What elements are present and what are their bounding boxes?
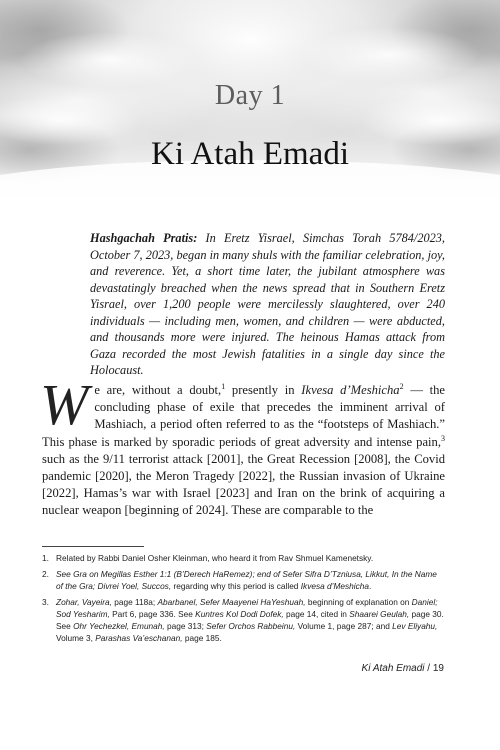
footnote-term: Ikvesa d’Meshicha (300, 581, 369, 591)
footnote-text: . (369, 581, 372, 591)
footnote-source: Zohar, Vayeira, (56, 597, 112, 607)
footnote-source: Shaarei Geulah, (349, 609, 410, 619)
body-text-2: presently in (225, 383, 302, 397)
running-footer (362, 663, 444, 674)
footnote-source: See Gra on Megillas Esther 1:1 (B’Derech HaRemez); end of Sefer Sifra D’Tzniusa, Likkut, In the Name of the Gra; Divrei Yoel, Succos, (56, 569, 437, 591)
page-number: 19 (432, 663, 444, 674)
footnote-ref-2: 2 (399, 382, 404, 391)
footnote-1 (42, 552, 445, 564)
footnote-source: Ohr Yechezkel, Emunah, (73, 621, 165, 631)
footnote-text: beginning of explanation on (305, 597, 412, 607)
body-text-4: such as the 9/11 terrorist attack [2001], the Great Recession [2008], the Covid pandemic [2020], the Meron Tragedy [2022], the Russian invasion of Ukraine [2022], Hamas’s war with Israel [2023] and Iran on the brink of acquiring a nuclear weapon [beginning of 2024]. These are comparable to the (42, 451, 445, 518)
footnote-text: page 185. (182, 633, 222, 643)
footnote-text: page 313; (164, 621, 207, 631)
footnote-ref-1: 1 (221, 382, 226, 391)
footnote-number: 2. (42, 569, 49, 579)
footnote-text: page 30. See (56, 609, 444, 631)
header-sky-banner (0, 0, 500, 215)
footnote-text: regarding why this period is called (171, 581, 301, 591)
day-label: Day 1 (214, 80, 286, 111)
footnote-text: page 118a; (111, 597, 158, 607)
footnote-source: Daniel; Sod Yesharim, (56, 597, 438, 619)
footnotes (42, 552, 445, 648)
footnote-source: Parashas Va’eschanan, (95, 633, 183, 643)
footnote-2 (42, 568, 445, 592)
body-text-1: e are, without a doubt, (94, 383, 222, 397)
footnote-source: Lev Eliyahu, (392, 621, 438, 631)
body-text-3: — the concluding phase of exile that precedes the imminent arrival of Mashiach, a period often referred to as the “footsteps of Mashiach.” This phase is marked by sporadic periods of great adversity and intense pain, (42, 383, 446, 449)
footnote-text: Volume 3, (56, 633, 96, 643)
chapter-title: Ki Atah Emadi (151, 136, 349, 172)
drop-cap: W (40, 372, 89, 437)
intro-text: In Eretz Yisrael, Simchas Torah 5784/2023, October 7, 2023, began in many shuls with the familiar celebration, joy, and reverence. Yet, a short time later, the jubilant atmosphere was devastatingly breached when the news spread that in Southern Eretz Yisrael, over 1,200 people were mercilessly slaughtered, over 240 individuals — including men, women, and children — were abducted, and thousands more were injured. The heinous Hamas attack from Gaza recorded the most Jewish fatalities in a single day since the Holocaust. (90, 231, 446, 377)
footnote-text: Related by Rabbi Daniel Osher Kleinman, who heard it from Rav Shmuel Kamenetsky. (56, 553, 374, 563)
footnote-text: page 14, cited in (283, 609, 350, 619)
footnote-source: Sefer Orchos Rabbeinu, (206, 621, 296, 631)
footnote-source: Kuntres Kol Dodi Dofek, (195, 609, 284, 619)
body-paragraph (40, 372, 446, 520)
footnote-text: Volume 1, page 287; and (295, 621, 393, 631)
intro-lead: Hashgachah Pratis: (90, 231, 198, 245)
footnote-source: Abarbanel, Sefer Maayenei HaYeshuah, (157, 597, 306, 607)
running-footer-separator: / (424, 663, 433, 674)
footnote-ref-3: 3 (441, 433, 445, 443)
intro-paragraph (90, 230, 445, 379)
footnote-3 (42, 596, 445, 644)
footnote-text: Part 6, page 336. See (109, 609, 196, 619)
body-italic-term: Ikvesa d’Meshicha (301, 383, 400, 397)
footnote-number: 3. (42, 597, 49, 607)
footnote-divider (42, 546, 144, 547)
footnote-number: 1. (42, 553, 49, 563)
running-footer-title: Ki Atah Emadi (361, 663, 425, 674)
